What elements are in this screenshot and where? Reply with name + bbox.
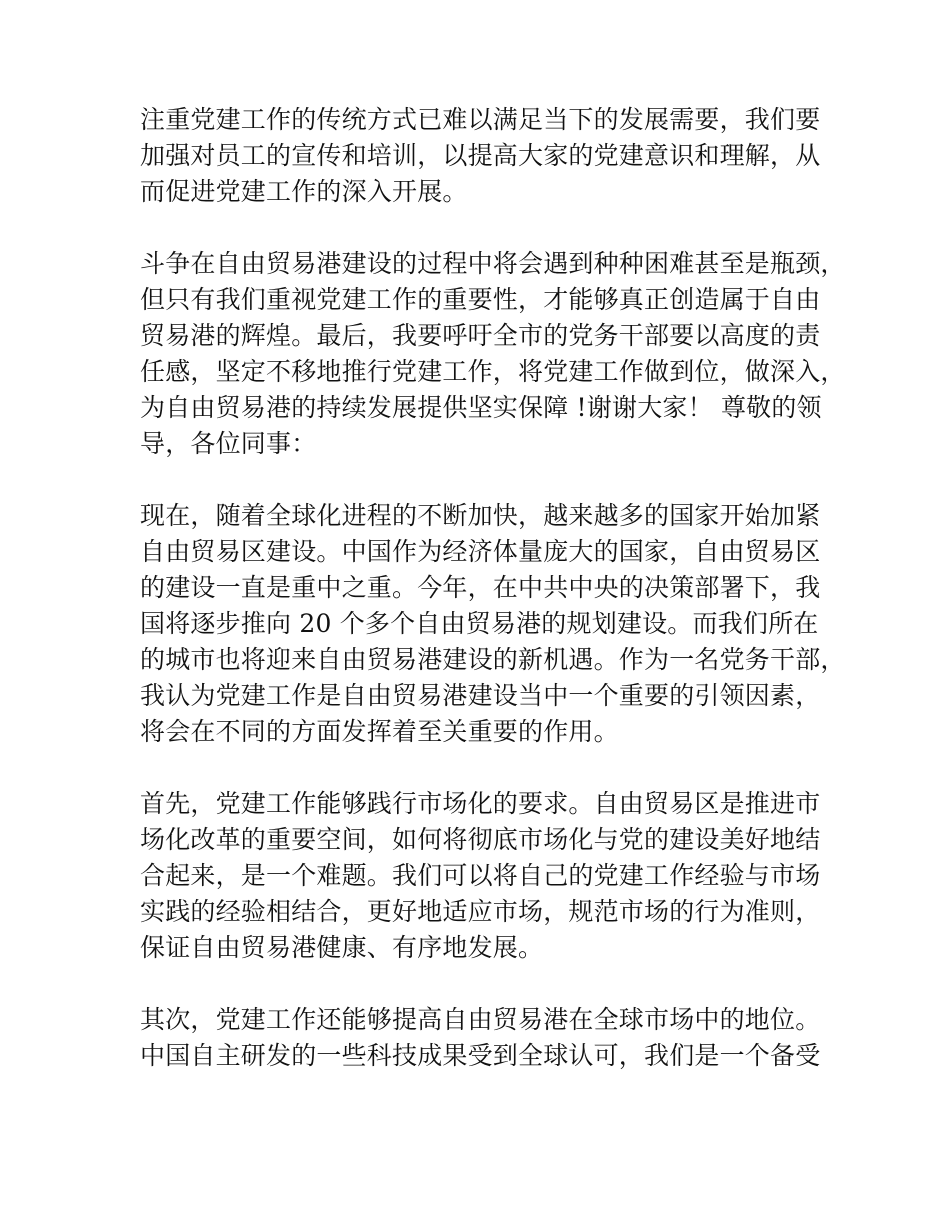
text-line: 其次，党建工作还能够提高自由贸易港在全球市场中的地位。 — [140, 1005, 821, 1034]
text-line: 场化改革的重要空间，如何将彻底市场化与党的建设美好地结 — [140, 825, 821, 854]
text-line: 国将逐步推向 20 个多个自由贸易港的规划建设。而我们所在 — [140, 609, 819, 638]
text-line: 但只有我们重视党建工作的重要性，才能够真正创造属于自由 — [140, 285, 821, 314]
text-line: 中国自主研发的一些科技成果受到全球认可，我们是一个备受 — [140, 1041, 821, 1070]
paragraph-2 — [140, 246, 846, 462]
text-line: 斗争在自由贸易港建设的过程中将会遇到种种困难甚至是瓶颈， — [140, 249, 846, 278]
text-line: 任感，坚定不移地推行党建工作，将党建工作做到位，做深入， — [140, 357, 846, 386]
text-line: 导，各位同事： — [140, 429, 317, 458]
text-line: 而促进党建工作的深入开展。 — [140, 177, 468, 206]
text-line: 将会在不同的方面发挥着至关重要的作用。 — [140, 717, 619, 746]
text-line: 合起来，是一个难题。我们可以将自己的党建工作经验与市场 — [140, 861, 821, 890]
text-line: 的建设一直是重中之重。今年，在中共中央的决策部署下，我 — [140, 573, 821, 602]
text-line: 贸易港的辉煌。最后，我要呼吁全市的党务干部要以高度的责 — [140, 321, 821, 350]
paragraph-4 — [140, 786, 830, 966]
text-line: 现在，随着全球化进程的不断加快，越来越多的国家开始加紧 — [140, 501, 821, 530]
text-line: 首先，党建工作能够践行市场化的要求。自由贸易区是推进市 — [140, 789, 821, 818]
paragraph-5 — [140, 1002, 830, 1074]
text-line: 为自由贸易港的持续发展提供坚实保障 !谢谢大家！ 尊敬的领 — [140, 393, 822, 422]
text-line: 注重党建工作的传统方式已难以满足当下的发展需要，我们要 — [140, 105, 821, 134]
text-line: 加强对员工的宣传和培训，以提高大家的党建意识和理解，从 — [140, 141, 821, 170]
text-line: 保证自由贸易港健康、有序地发展。 — [140, 933, 544, 962]
paragraph-1 — [140, 102, 830, 210]
text-line: 的城市也将迎来自由贸易港建设的新机遇。作为一名党务干部， — [140, 645, 846, 674]
text-line: 自由贸易区建设。中国作为经济体量庞大的国家，自由贸易区 — [140, 537, 821, 566]
document-body — [140, 102, 846, 1074]
text-line: 实践的经验相结合，更好地适应市场，规范市场的行为准则， — [140, 897, 821, 926]
paragraph-3 — [140, 498, 846, 750]
text-line: 我认为党建工作是自由贸易港建设当中一个重要的引领因素， — [140, 681, 821, 710]
